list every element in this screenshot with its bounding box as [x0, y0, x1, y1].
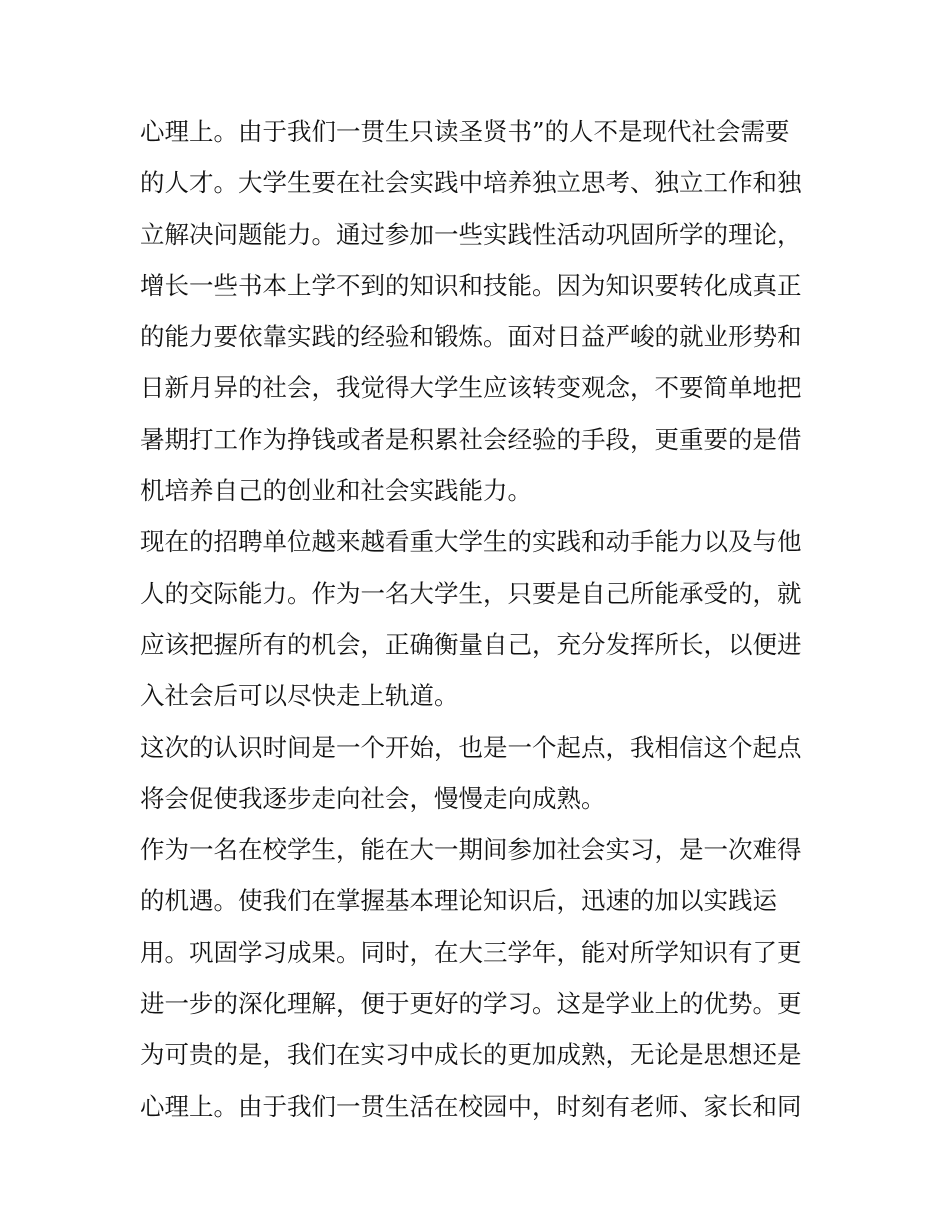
text-line: 这次的认识时间是一个开始，也是一个起点，我相信这个起点	[140, 732, 802, 762]
text-line: 增长一些书本上学不到的知识和技能。因为知识要转化成真正	[140, 270, 802, 300]
text-line: 日新月异的社会，我觉得大学生应该转变观念，不要简单地把	[140, 373, 802, 403]
text-line: 的机遇。使我们在掌握基本理论知识后，迅速的加以实践运	[140, 886, 777, 916]
text-line: 心理上。由于我们一贯生只读圣贤书”的人不是现代社会需要	[140, 117, 790, 146]
text-line: 作为一名在校学生，能在大一期间参加社会实习，是一次难得	[140, 835, 802, 865]
text-line: 用。巩固学习成果。同时，在大三学年，能对所学知识有了更	[140, 937, 802, 967]
text-line: 为可贵的是，我们在实习中成长的更加成熟，无论是思想还是	[140, 1040, 802, 1070]
body-text	[140, 106, 820, 1132]
text-line: 将会促使我逐步走向社会，慢慢走向成熟。	[140, 783, 606, 813]
text-line: 立解决问题能力。通过参加一些实践性活动巩固所学的理论，	[140, 219, 802, 249]
text-line: 的人才。大学生要在社会实践中培养独立思考、独立工作和独	[140, 168, 802, 198]
text-line: 心理上。由于我们一贯生活在校园中，时刻有老师、家长和同	[140, 1091, 802, 1121]
text-line: 暑期打工作为挣钱或者是积累社会经验的手段，更重要的是借	[140, 424, 802, 454]
text-line: 现在的招聘单位越来越看重大学生的实践和动手能力以及与他	[140, 527, 802, 557]
text-line: 应该把握所有的机会，正确衡量自己，充分发挥所长，以便进	[140, 629, 802, 659]
text-line: 机培养自己的创业和社会实践能力。	[140, 476, 532, 506]
text-line: 进一步的深化理解，便于更好的学习。这是学业上的优势。更	[140, 989, 802, 1019]
text-line: 人的交际能力。作为一名大学生，只要是自己所能承受的，就	[140, 578, 802, 608]
text-line: 入社会后可以尽快走上轨道。	[140, 681, 459, 711]
text-line: 的能力要依靠实践的经验和锻炼。面对日益严峻的就业形势和	[140, 322, 802, 352]
